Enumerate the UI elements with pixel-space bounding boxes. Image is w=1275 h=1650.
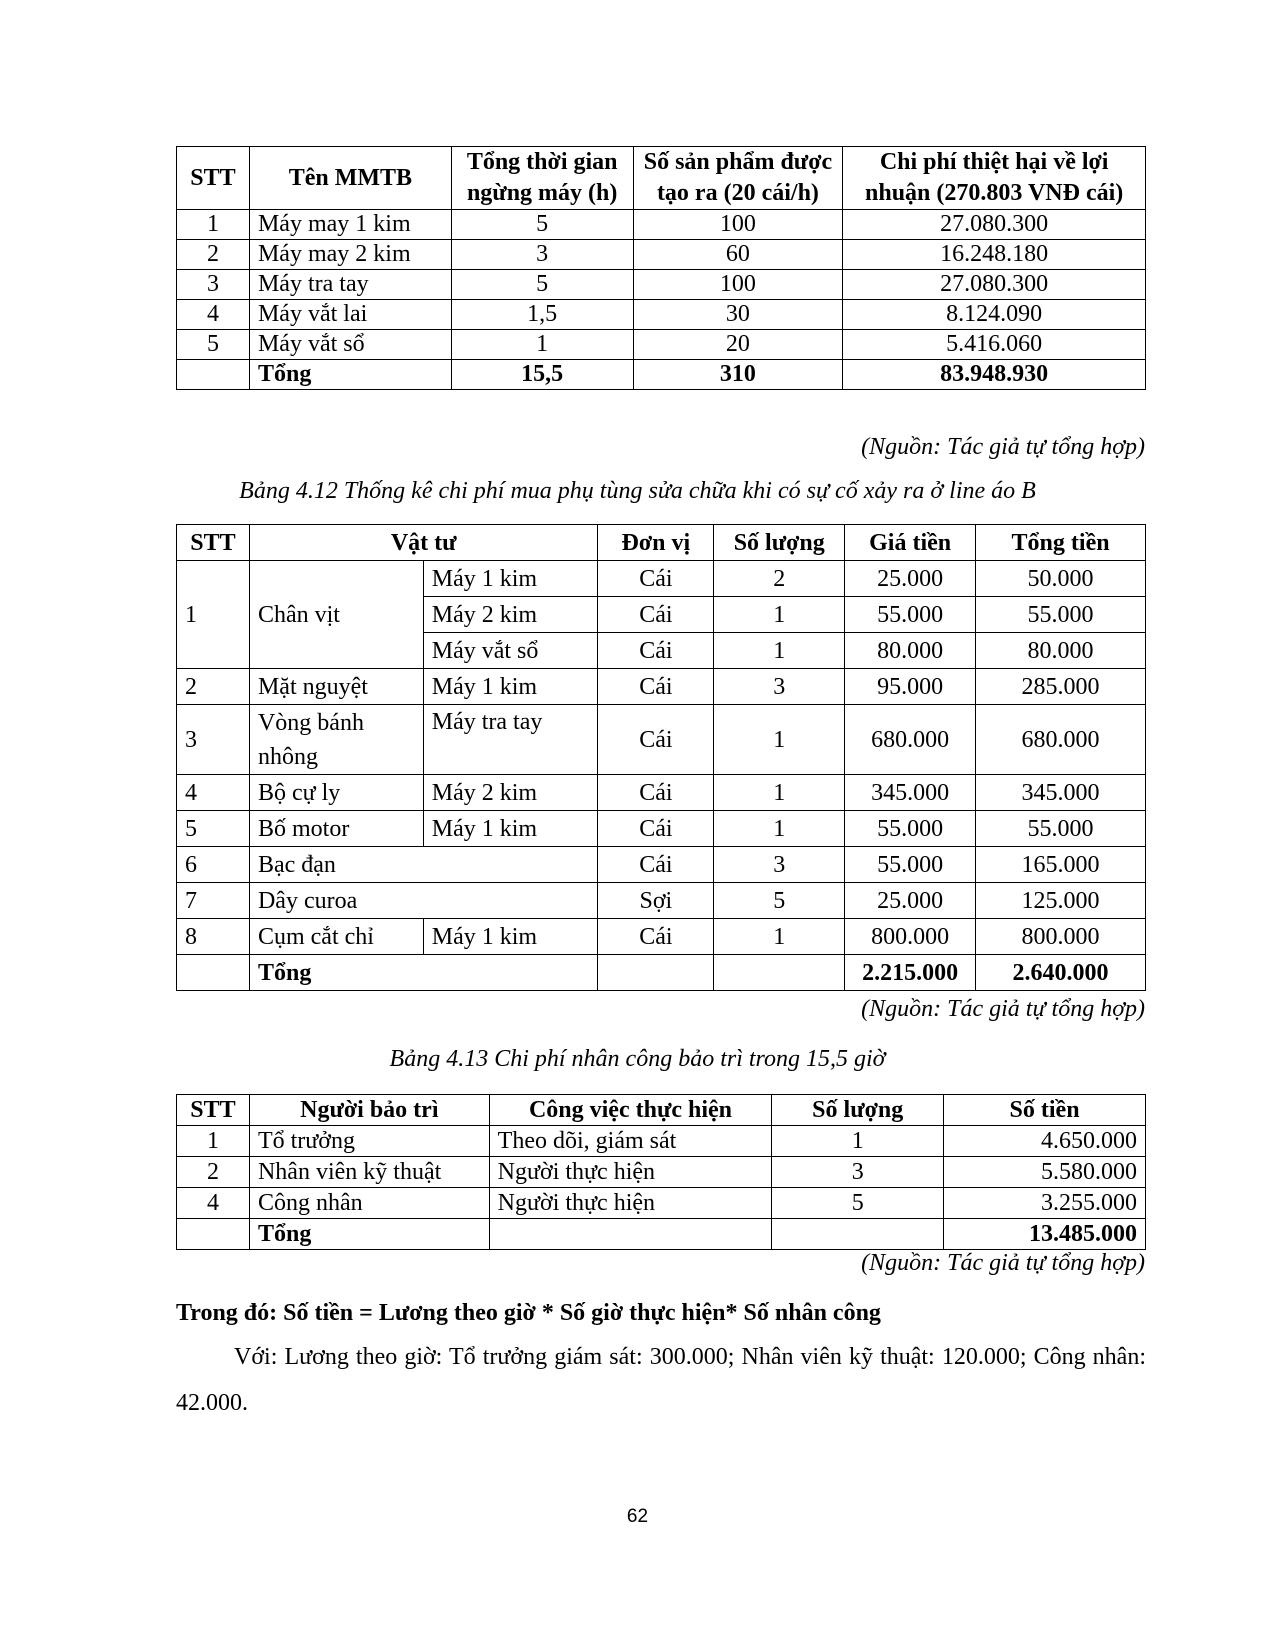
table-row	[177, 561, 1146, 597]
cell: Cái	[598, 811, 714, 847]
cell: Tổng	[249, 955, 597, 991]
cell	[177, 1219, 250, 1250]
header-cell: Số lượng	[714, 525, 845, 561]
cell: 80.000	[845, 633, 976, 669]
cell: 30	[633, 300, 843, 330]
cell: Cái	[598, 597, 714, 633]
cell: 125.000	[976, 883, 1146, 919]
cell: 2.640.000	[976, 955, 1146, 991]
cell: Máy vắt sổ	[249, 330, 451, 360]
cell: 15,5	[451, 360, 633, 390]
cell: 1	[451, 330, 633, 360]
cell: 680.000	[976, 705, 1146, 775]
cell: 5.416.060	[843, 330, 1146, 360]
cell: 55.000	[845, 597, 976, 633]
spare-parts-cost-table	[176, 524, 1146, 991]
cell: Theo dõi, giám sát	[489, 1126, 772, 1157]
cell: 2	[177, 669, 250, 705]
table-row	[177, 919, 1146, 955]
table-row	[177, 1126, 1146, 1157]
cell: Máy vắt sổ	[423, 633, 598, 669]
cell: 1	[714, 919, 845, 955]
table-row	[177, 775, 1146, 811]
header-cell: Tổng tiền	[976, 525, 1146, 561]
cell: 345.000	[976, 775, 1146, 811]
table-row	[177, 669, 1146, 705]
cell: 95.000	[845, 669, 976, 705]
page-number: 62	[626, 1506, 649, 1527]
cell: Người thực hiện	[489, 1188, 772, 1219]
table-source-note: (Nguồn: Tác giả tự tổng hợp)	[861, 1250, 1145, 1276]
cell: 8.124.090	[843, 300, 1146, 330]
table-row	[177, 1157, 1146, 1188]
table-row	[177, 847, 1146, 883]
cell: 4	[177, 1188, 250, 1219]
cell: 800.000	[976, 919, 1146, 955]
cell: 3	[772, 1157, 944, 1188]
cell: Máy vắt lai	[249, 300, 451, 330]
cell: Máy may 1 kim	[249, 210, 451, 240]
cell: 4	[177, 775, 250, 811]
cell: 50.000	[976, 561, 1146, 597]
cell: 25.000	[845, 883, 976, 919]
header-cell: Số tiền	[944, 1095, 1146, 1126]
cell: 60	[633, 240, 843, 270]
cell	[598, 955, 714, 991]
cell	[772, 1219, 944, 1250]
cell: 1	[714, 811, 845, 847]
cell: 55.000	[976, 597, 1146, 633]
table-row	[177, 270, 1146, 300]
total-row	[177, 360, 1146, 390]
cell: Công nhân	[249, 1188, 489, 1219]
cell: 55.000	[845, 811, 976, 847]
header-cell: STT	[177, 525, 250, 561]
cell: Vòng bánh nhông	[249, 705, 423, 775]
cell: 3.255.000	[944, 1188, 1146, 1219]
cell: 5	[714, 883, 845, 919]
cell: 55.000	[845, 847, 976, 883]
table-source-note: (Nguồn: Tác giả tự tổng hợp)	[861, 996, 1145, 1022]
cell: Máy 2 kim	[423, 775, 598, 811]
total-row	[177, 1219, 1146, 1250]
cell: Nhân viên kỹ thuật	[249, 1157, 489, 1188]
header-cell: Tên MMTB	[249, 147, 451, 210]
header-cell: Giá tiền	[845, 525, 976, 561]
cell: Cái	[598, 669, 714, 705]
cell: 5	[451, 270, 633, 300]
header-cell: Số lượng	[772, 1095, 944, 1126]
cell: 100	[633, 210, 843, 240]
cell: 4	[177, 300, 250, 330]
cell: 165.000	[976, 847, 1146, 883]
header-cell: Chi phí thiệt hại về lợi nhuận (270.803 VNĐ cái)	[843, 147, 1146, 210]
header-cell: Tổng thời gian ngừng máy (h)	[451, 147, 633, 210]
cell: 2	[177, 240, 250, 270]
cell: Máy may 2 kim	[249, 240, 451, 270]
cell: 1,5	[451, 300, 633, 330]
cell: 1	[714, 705, 845, 775]
cell	[714, 955, 845, 991]
table-row	[177, 330, 1146, 360]
table-caption: Bảng 4.12 Thống kê chi phí mua phụ tùng sửa chữa khi có sự cố xảy ra ở line áo B	[239, 478, 1036, 504]
cell: 16.248.180	[843, 240, 1146, 270]
cell: Mặt nguyệt	[249, 669, 423, 705]
cell	[489, 1219, 772, 1250]
cell: 8	[177, 919, 250, 955]
table-row	[177, 811, 1146, 847]
cell: Tổng	[249, 1219, 489, 1250]
cell: 27.080.300	[843, 210, 1146, 240]
cell	[177, 360, 250, 390]
cell: Cái	[598, 561, 714, 597]
table-row	[177, 300, 1146, 330]
cell: Máy tra tay	[423, 705, 598, 775]
table-row	[177, 705, 1146, 775]
cell: 4.650.000	[944, 1126, 1146, 1157]
table-row	[177, 240, 1146, 270]
table-row	[177, 883, 1146, 919]
cell: 285.000	[976, 669, 1146, 705]
cell: 5	[451, 210, 633, 240]
cell: 2.215.000	[845, 955, 976, 991]
cell: 5	[177, 330, 250, 360]
table-header-row	[177, 147, 1146, 210]
table-source-note: (Nguồn: Tác giả tự tổng hợp)	[861, 434, 1145, 460]
cell: 1	[772, 1126, 944, 1157]
header-cell: Vật tư	[249, 525, 597, 561]
cell: Máy 1 kim	[423, 669, 598, 705]
cell: Máy tra tay	[249, 270, 451, 300]
header-cell: Đơn vị	[598, 525, 714, 561]
cell: 55.000	[976, 811, 1146, 847]
cell: 680.000	[845, 705, 976, 775]
table-row	[177, 1188, 1146, 1219]
cell: Dây curoa	[249, 883, 597, 919]
cell: Cái	[598, 919, 714, 955]
cell: 1	[714, 633, 845, 669]
total-row	[177, 955, 1146, 991]
cell: Máy 1 kim	[423, 811, 598, 847]
cell: Tổng	[249, 360, 451, 390]
cell: 13.485.000	[944, 1219, 1146, 1250]
cell: 5	[772, 1188, 944, 1219]
formula-line: Trong đó: Số tiền = Lương theo giờ * Số giờ thực hiện* Số nhân công	[176, 1300, 881, 1326]
cell: 5.580.000	[944, 1157, 1146, 1188]
header-cell: STT	[177, 1095, 250, 1126]
cell: 1	[177, 1126, 250, 1157]
cell: Sợi	[598, 883, 714, 919]
cell: 5	[177, 811, 250, 847]
cell: Bạc đạn	[249, 847, 597, 883]
cell: 3	[177, 705, 250, 775]
cell: 25.000	[845, 561, 976, 597]
cell: 27.080.300	[843, 270, 1146, 300]
table-header-row	[177, 1095, 1146, 1126]
cell: 3	[451, 240, 633, 270]
cell: Tổ trưởng	[249, 1126, 489, 1157]
cell	[177, 955, 250, 991]
table-row	[177, 210, 1146, 240]
cell: 310	[633, 360, 843, 390]
header-cell: Công việc thực hiện	[489, 1095, 772, 1126]
cell: Bố motor	[249, 811, 423, 847]
cell: 2	[714, 561, 845, 597]
labor-cost-table	[176, 1094, 1146, 1250]
cell: Cái	[598, 847, 714, 883]
cell: Máy 2 kim	[423, 597, 598, 633]
cell: 3	[177, 270, 250, 300]
cell: 1	[177, 210, 250, 240]
table-header-row	[177, 525, 1146, 561]
cell: Cái	[598, 775, 714, 811]
cell: 2	[177, 1157, 250, 1188]
cell: 83.948.930	[843, 360, 1146, 390]
cell: Cái	[598, 633, 714, 669]
cell: 100	[633, 270, 843, 300]
cell: 1	[714, 775, 845, 811]
machine-downtime-table	[176, 146, 1146, 390]
cell: 1	[714, 597, 845, 633]
cell: 6	[177, 847, 250, 883]
header-cell: STT	[177, 147, 250, 210]
cell: 800.000	[845, 919, 976, 955]
cell: 80.000	[976, 633, 1146, 669]
cell: Cụm cắt chỉ	[249, 919, 423, 955]
cell: Chân vịt	[249, 561, 423, 669]
header-cell: Số sản phẩm được tạo ra (20 cái/h)	[633, 147, 843, 210]
table-caption: Bảng 4.13 Chi phí nhân công bảo trì trong 15,5 giờ	[389, 1046, 886, 1072]
cell: Bộ cự ly	[249, 775, 423, 811]
cell: 3	[714, 847, 845, 883]
cell: 1	[177, 561, 250, 669]
header-cell: Người bảo trì	[249, 1095, 489, 1126]
cell: 3	[714, 669, 845, 705]
cell: Máy 1 kim	[423, 561, 598, 597]
cell: Cái	[598, 705, 714, 775]
cell: 20	[633, 330, 843, 360]
cell: 345.000	[845, 775, 976, 811]
body-paragraph: Với: Lương theo giờ: Tổ trưởng giám sát: 300.000; Nhân viên kỹ thuật: 120.000; Công nhân: 42.000.	[176, 1344, 1146, 1416]
cell: 7	[177, 883, 250, 919]
cell: Máy 1 kim	[423, 919, 598, 955]
cell: Người thực hiện	[489, 1157, 772, 1188]
